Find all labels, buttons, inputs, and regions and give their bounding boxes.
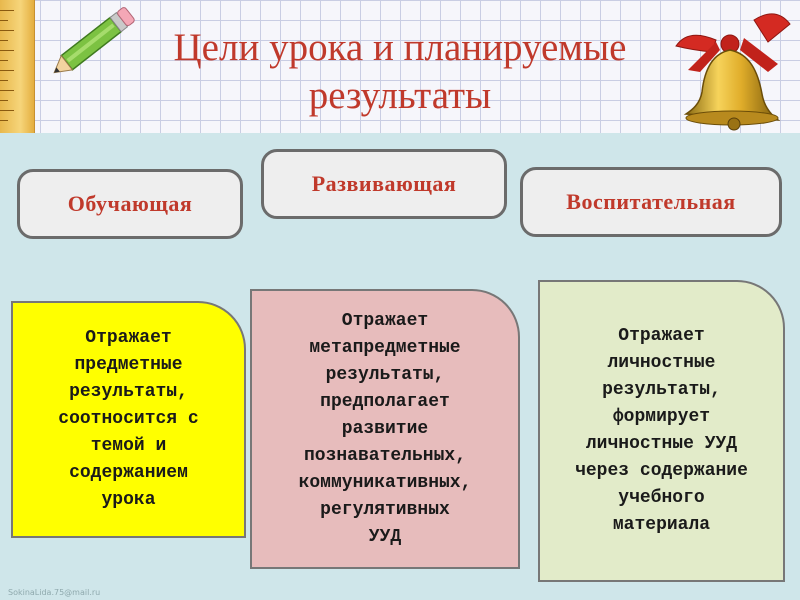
page-title: Цели урока и планируемые результаты [173, 26, 627, 117]
card-line: Отражает [341, 310, 429, 331]
goal-developmental: Развивающая [261, 149, 507, 219]
card-line: метапредметные [309, 337, 461, 358]
card-line: результаты, [69, 382, 188, 402]
card-line: материала [612, 515, 711, 535]
card-line: личностные УУД [585, 434, 738, 454]
ruler-icon [0, 0, 35, 133]
card-line: познавательных, [303, 445, 466, 466]
footer-email: SokinaLida.75@mail.ru [8, 588, 101, 597]
card-line: личностные [607, 353, 716, 373]
card-line: УУД [368, 526, 402, 547]
card-line: учебного [618, 488, 705, 508]
card-line: темой и [90, 436, 167, 456]
card-developmental [250, 289, 520, 569]
card-educational [11, 301, 246, 538]
card-line: содержанием [69, 463, 188, 483]
card-line: Отражает [618, 326, 705, 346]
card-line: коммуникативных, [298, 472, 472, 493]
grid-header [0, 0, 800, 133]
bell-icon [658, 2, 798, 132]
card-line: через содержание [575, 461, 748, 481]
card-line: результаты, [325, 364, 445, 385]
card-line: результаты, [602, 380, 721, 400]
card-line: регулятивных [320, 499, 450, 520]
card-line: урока [101, 490, 156, 510]
card-line: Отражает [85, 328, 172, 348]
card-line: предметные [74, 355, 183, 375]
goal-educational: Обучающая [17, 169, 243, 239]
card-line: предполагает [320, 391, 450, 412]
goal-upbringing: Воспитательная [520, 167, 782, 237]
card-line: развитие [341, 418, 429, 439]
card-line: формирует [612, 407, 711, 427]
card-upbringing [538, 280, 785, 582]
card-line: соотносится с [58, 409, 199, 429]
